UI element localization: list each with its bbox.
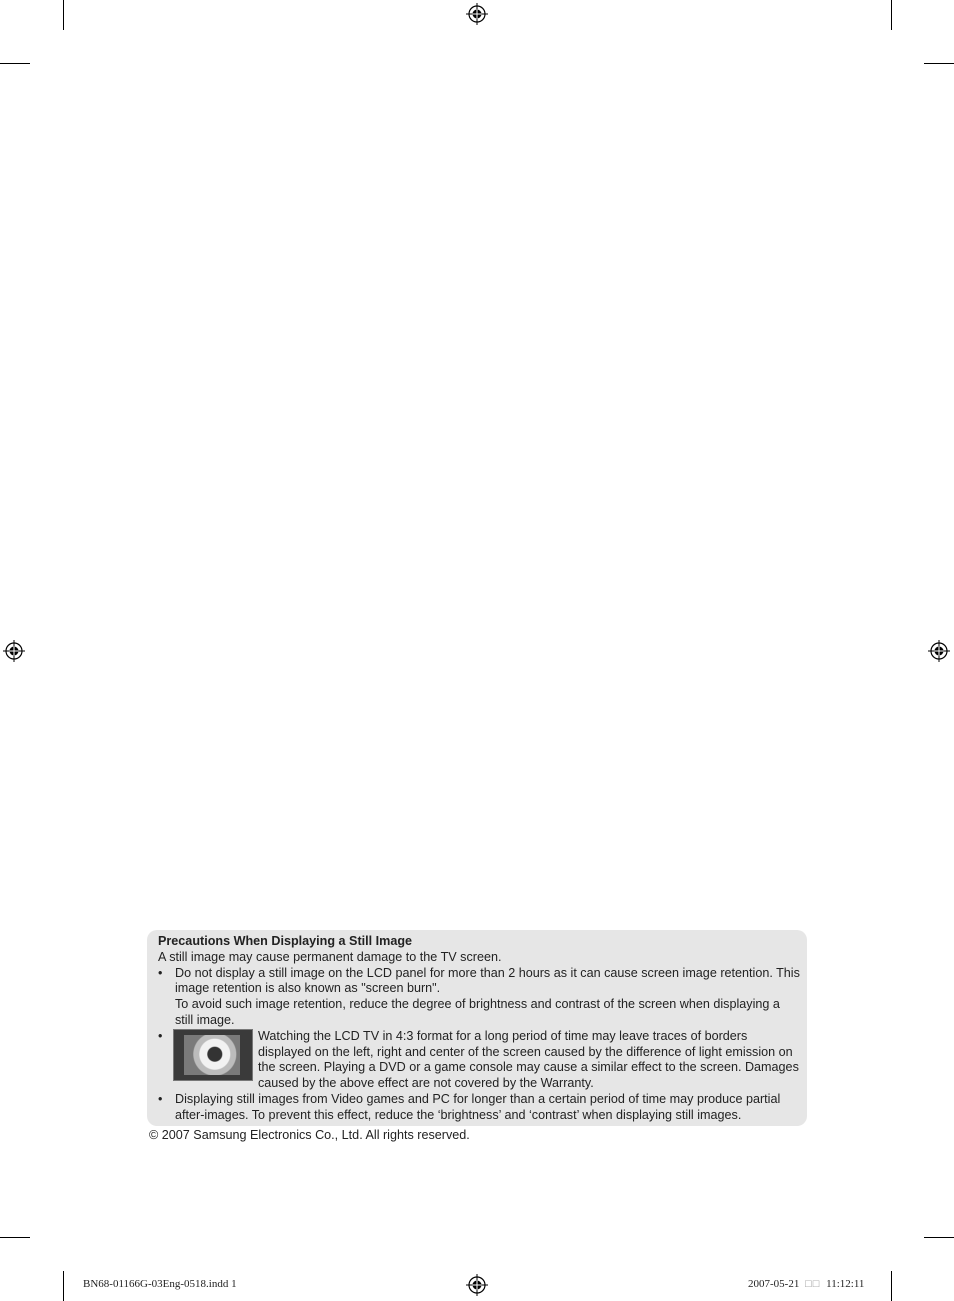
still-image-precautions-box	[147, 930, 807, 1126]
notice-bullet	[158, 1029, 801, 1092]
crop-mark-right-bottom	[924, 1237, 954, 1238]
crop-mark-left-top	[0, 63, 30, 64]
crop-mark-right-top	[924, 63, 954, 64]
slug-boxes: □□	[805, 1278, 821, 1290]
slug-date: 2007-05-21	[748, 1278, 800, 1290]
bullet-text: Displaying still images from Video games and PC for longer than a certain period of time may produce partial after-images. To prevent this effect, reduce the ‘brightness’ and ‘contrast’ when displaying still images.	[175, 1091, 781, 1122]
tv-still-image-icon	[173, 1029, 253, 1081]
crop-mark-bottom-left	[63, 1271, 64, 1301]
registration-mark-icon	[466, 1274, 488, 1296]
bullet-mark: •	[158, 1091, 163, 1106]
registration-mark-icon	[928, 640, 950, 662]
slug-timestamp	[748, 1278, 864, 1290]
notice-bullet	[158, 1092, 801, 1124]
copyright-notice: © 2007 Samsung Electronics Co., Ltd. All rights reserved.	[149, 1128, 470, 1142]
crop-mark-left-bottom	[0, 1237, 30, 1238]
registration-mark-icon	[3, 640, 25, 662]
bullet-mark: •	[158, 965, 163, 980]
slug-time: 11:12:11	[826, 1278, 865, 1290]
bullet-text: Watching the LCD TV in 4:3 format for a long period of time may leave traces of borders displayed on the left, right and center of the screen caused by the difference of light emission on the screen. Playing a DVD or a game console may cause a similar effect to the screen. Damages caused by the above effect are not covered by the Warranty.	[258, 1028, 799, 1091]
notice-intro: A still image may cause permanent damage to the TV screen.	[158, 949, 502, 964]
bullet-text: To avoid such image retention, reduce the degree of brightness and contrast of the screen when displaying a still image.	[175, 997, 780, 1027]
notice-bullet	[158, 966, 801, 1029]
slug-filename: BN68-01166G-03Eng-0518.indd 1	[83, 1278, 237, 1290]
crop-mark-top-left	[63, 0, 64, 30]
notice-title: Precautions When Displaying a Still Image	[158, 934, 413, 948]
bullet-text: Do not display a still image on the LCD panel for more than 2 hours as it can cause screen image retention. This image retention is also known as "screen burn".	[175, 965, 800, 996]
registration-mark-icon	[466, 3, 488, 25]
crop-mark-top-right	[891, 0, 892, 30]
crop-mark-bottom-right	[891, 1271, 892, 1301]
bullet-mark: •	[158, 1028, 163, 1043]
